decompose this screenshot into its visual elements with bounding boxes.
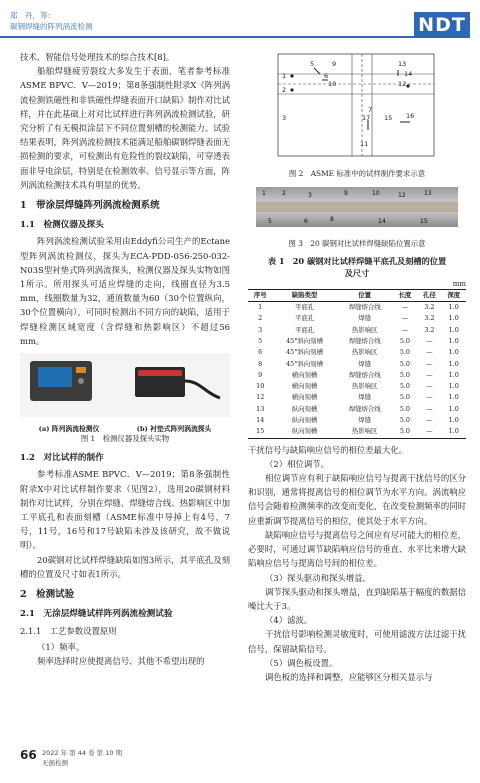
table-cell: 1.0 — [448, 325, 459, 334]
page-footer — [20, 744, 460, 772]
paragraph: 调节探头驱动和探头增益，直到缺陷基于幅度的数据信噪比大于3。 — [248, 586, 466, 611]
list-item: （3）探头驱动和探头增益。 — [265, 572, 371, 583]
running-head-title: 碳钢焊缝的阵列涡流检测 — [10, 22, 93, 31]
table-row — [248, 415, 466, 426]
table-cell: 1.0 — [448, 337, 459, 345]
figure-1b-label: (b) 衬垫式阵列涡流探头 — [136, 425, 212, 434]
table-cell: 焊缝熔合线 — [348, 404, 381, 413]
figure-2-caption: 图 2 ASME 标准中的试样制作要求示意 — [288, 169, 426, 179]
figure-2-defect-label: 13 — [398, 60, 407, 68]
table-cell: 焊缝 — [358, 393, 372, 402]
table-cell: 1.0 — [448, 382, 459, 391]
table-header-cell: 位置 — [358, 290, 372, 299]
table-cell: 12 — [256, 393, 265, 402]
section-heading: 2 检测试验 — [20, 589, 75, 601]
figure-3-defect-label: 8 — [330, 216, 334, 224]
figure-3-defect-label: 10 — [372, 190, 380, 198]
figure-2-defect-label: 17 — [362, 114, 371, 122]
figure-2-defect-label: 12 — [398, 80, 407, 88]
journal-logo: NDT — [414, 12, 470, 38]
table-cell: — — [426, 427, 433, 436]
table-cell: 1.0 — [448, 404, 459, 413]
table-cell: 13 — [256, 404, 265, 413]
running-head-authors: 郑 丹，等： — [10, 11, 55, 20]
figure-1-photos — [20, 353, 230, 417]
table-cell: 3 — [258, 325, 263, 334]
paragraph: 调色板的选择和调整，应能够区分相关显示与 — [265, 671, 433, 682]
figure-3-defect-label: 3 — [308, 192, 312, 200]
header-rule — [0, 36, 430, 38]
paragraph: 干扰信号与缺陷响应信号的相位差最大化。 — [248, 444, 408, 455]
table-cell: 1.0 — [448, 348, 459, 357]
table-cell: — — [401, 303, 409, 312]
table-row — [248, 426, 466, 438]
table-cell: 焊缝熔合线 — [348, 370, 381, 379]
table-row — [248, 302, 466, 314]
table-header-cell: 长度 — [398, 290, 412, 299]
table-cell: 14 — [256, 416, 265, 425]
table-row — [248, 347, 466, 358]
table-cell: 5 — [258, 337, 263, 345]
figure-3-defect-label: 15 — [420, 218, 428, 226]
subsection-heading: 1.1 检测仪器及探头 — [20, 220, 104, 231]
table-row — [248, 336, 466, 347]
page-number: 66 — [20, 748, 37, 762]
table-cell: — — [401, 314, 409, 323]
table-cell: 平底孔 — [294, 325, 315, 334]
page-header — [0, 0, 480, 44]
table-cell: 1.0 — [448, 359, 459, 368]
paragraph: 频率选择时应使提离信号、其他不希望出现的 — [37, 655, 205, 666]
table-cell: 8 — [258, 359, 263, 368]
figure-2-defect-label: 2 — [282, 86, 287, 94]
figure-2-defect-label: 15 — [384, 114, 393, 122]
table-cell: 纵向刻槽 — [291, 416, 318, 425]
table-cell: 5.0 — [399, 416, 410, 425]
figure-3-defect-label: 5 — [268, 218, 272, 226]
figure-2-defect-label: 14 — [404, 70, 413, 78]
table-header-cell: 缺陷类型 — [291, 290, 318, 299]
table-cell: 平底孔 — [294, 314, 315, 323]
table-cell: 平底孔 — [294, 303, 315, 312]
table-cell: — — [426, 404, 433, 413]
figure-1a-label: (a) 阵列涡流检测仪 — [38, 425, 100, 434]
figure-2-defect-label: 16 — [406, 112, 415, 120]
table-cell: — — [426, 393, 433, 402]
table-cell: — — [426, 337, 433, 345]
figure-2-diagram — [248, 50, 466, 160]
table-cell: 热影响区 — [351, 348, 378, 357]
table-cell: — — [426, 370, 433, 379]
table-cell: 1 — [258, 303, 263, 312]
right-column — [248, 50, 466, 684]
paragraph: 20碳钢对比试样焊缝缺陷如图3所示，其平底孔及刻槽的位置及尺寸如表1所示。 — [20, 554, 230, 579]
journal-name: 无损检测 — [42, 759, 68, 767]
table-cell: 10 — [256, 382, 265, 391]
table-cell: 45°斜向刻槽 — [286, 337, 323, 345]
subsection-heading: 2.1 无涂层焊缝试样阵列涡流检测试验 — [20, 609, 173, 620]
figure-1 — [20, 353, 230, 434]
paragraph: 船舶焊缝疲劳裂纹大多发生于表面，笔者参考标准ASME BPVC．V—2019；第8条强制性附录X《阵列涡流检测铁磁性和非铁磁性焊缝表面开口缺陷》制作对比试样，并在此基础上对对比试样进行阵列涡流检测试验，研究分析了有无模拟涂层下不同位置刻槽的检测能力。试验结果表明，阵列涡流检测技术能满足船舶碳钢焊缝表面无损检测的要求，可检测出有危险性的裂纹缺陷，可穿透表面非导电涂层，特别是在检测效率、信号显示等方面，阵列涡流检测技术具有明显的优势。 — [20, 66, 230, 190]
table-row — [248, 325, 466, 336]
table-cell: 5.0 — [399, 359, 410, 368]
footer-info — [42, 748, 122, 768]
section-heading: 1 带涂层焊缝阵列涡流检测系统 — [20, 200, 160, 212]
table-cell: 45°斜向刻槽 — [286, 348, 323, 357]
figure-3-defect-label: 13 — [424, 190, 432, 198]
table-cell: 1.0 — [448, 393, 459, 402]
table-cell: 9 — [258, 370, 263, 379]
table-row — [248, 370, 466, 381]
table-cell: — — [426, 416, 433, 425]
table-cell: 1.0 — [448, 303, 459, 312]
table-cell: 纵向刻槽 — [291, 427, 318, 436]
defect-table — [248, 289, 466, 439]
list-item: （1）频率。 — [37, 641, 85, 652]
subsection-heading: 1.2 对比试样的制作 — [20, 453, 104, 464]
table-cell: 5.0 — [399, 337, 410, 345]
paragraph: 相位调节应有利于缺陷响应信号与提离干扰信号的区分和识别，通常将提离信号的相位调节为水平方向。涡流响应信号会随着检测频率的改变而变化，在改变检测频率的同时应重新调节提离信号的相位，使其处于水平方向。 — [248, 473, 466, 526]
table-header-cell: 深度 — [447, 290, 461, 299]
paragraph: 缺陷响应信号与提离信号之间应有尽可能大的相位差，必要时，可通过调节缺陷响应信号的垂直、水平比来增大缺陷响应信号与提离信号间的相位差。 — [248, 529, 466, 569]
table-cell: — — [401, 325, 409, 334]
table-row — [248, 404, 466, 415]
figure-3-defect-label: 14 — [378, 218, 386, 226]
table-cell: 15 — [256, 427, 265, 436]
figure-2-defect-label: 10 — [328, 80, 337, 88]
running-head — [10, 10, 93, 32]
table-cell: 5.0 — [399, 348, 410, 357]
figure-2-defect-label: 5 — [310, 60, 315, 68]
figure-3-defect-label: 9 — [344, 190, 348, 198]
table-cell: 焊缝熔合线 — [348, 303, 381, 312]
table-cell: 2 — [258, 314, 263, 323]
figure-3-caption: 图 3 20 碳钢对比试样焊缝缺陷位置示意 — [288, 238, 426, 248]
figure-2-defect-label: 6 — [324, 72, 329, 80]
issue-info: 2022 年 第 44 卷 第 10 期 — [42, 749, 123, 757]
paragraph: 阵列涡流检测试验采用由Eddyfi公司生产的Ectane型阵列涡流检测仪，探头为ECA-PDD-056-250-032-N03S型衬垫式阵列涡流探头，检测仪器及探头实物如图1所示。所用探头可适应焊缝的走向，线圈直径为3.5 mm，线圈数量为32，通道数量为60（30个位置纵向，30个位置横向），可同时检测出不同方向的缺陷，适用于焊缝检测区域宽度（含焊缝和热影响区）不超过56 mm。 — [20, 236, 230, 346]
table-cell: 焊缝 — [358, 416, 372, 425]
table-cell: 焊缝熔合线 — [348, 337, 381, 345]
table-cell: 5.0 — [399, 393, 410, 402]
table-cell: 1.0 — [448, 314, 459, 323]
table-header-cell: 序号 — [253, 290, 267, 299]
figure-2-defect-label: 9 — [332, 60, 337, 68]
table-cell: 横向刻槽 — [291, 370, 318, 379]
table-cell: 3.2 — [424, 303, 435, 312]
table-cell: 5.0 — [399, 370, 410, 379]
paragraph: 技术、智能信号处理技术的综合技术[8]。 — [20, 52, 175, 62]
table-cell: 45°斜向刻槽 — [286, 359, 323, 368]
table-cell: 热影响区 — [351, 325, 378, 334]
table-cell: 1.0 — [448, 416, 459, 425]
paragraph: 参考标准ASME BPVC．V—2019；第8条强制性附录X中对比试样制作要求（见图2），选用20碳钢材料制作对比试样，分别在焊缝、焊缝熔合线、热影响区中加工平底孔和表面刻槽（ASME标准中导掉上有4号，7号，11号，16号和17号缺陷未涉及该研究，故不做说明）。 — [20, 469, 230, 551]
table-cell: 5.0 — [399, 382, 410, 391]
table-cell: 横向刻槽 — [291, 393, 318, 402]
table-cell: — — [426, 359, 433, 368]
figure-3-photo — [248, 185, 466, 229]
figure-2-defect-label: 3 — [282, 114, 287, 122]
table-cell: 3.2 — [424, 314, 435, 323]
table-cell: 1.0 — [448, 427, 459, 436]
table-cell: 横向刻槽 — [291, 382, 318, 391]
table-cell: 5.0 — [399, 427, 410, 436]
figure-3-defect-label: 1 — [262, 190, 266, 198]
table-cell: 5.0 — [399, 404, 410, 413]
table-cell: — — [426, 348, 433, 357]
list-item: （5）调色板设置。 — [265, 657, 338, 668]
table-cell: 热影响区 — [351, 382, 378, 391]
table-title: 表 1 20 碳钢对比试样焊缝平底孔及刻槽的位置及尺寸 — [267, 255, 447, 278]
figure-2 — [248, 50, 466, 164]
figure-3-defect-label: 12 — [398, 192, 406, 200]
figure-2-defect-label: 1 — [282, 72, 287, 80]
paragraph: 干扰信号影响检测灵敏度时，可使用滤波方法过滤干扰信号，保留缺陷信号。 — [248, 629, 466, 654]
figure-3 — [248, 185, 466, 233]
table-cell: 纵向刻槽 — [291, 404, 318, 413]
figure-2-defect-label: 11 — [360, 140, 369, 148]
table-cell: 6 — [258, 348, 263, 357]
table-cell: — — [426, 382, 433, 391]
table-cell: 焊缝 — [358, 359, 372, 368]
figure-2-defect-label: 7 — [368, 106, 373, 114]
table-row — [248, 313, 466, 324]
table-cell: 热影响区 — [351, 427, 378, 436]
table-unit: mm — [452, 279, 466, 288]
figure-3-defect-label: 2 — [282, 190, 286, 198]
table-header-cell: 孔径 — [422, 290, 436, 299]
table-row — [248, 359, 466, 370]
subsubsection-heading: 2.1.1 工艺参数设置原则 — [20, 625, 117, 636]
left-column — [20, 50, 230, 668]
list-item: （4）滤波。 — [265, 615, 313, 626]
table-cell: 焊缝 — [358, 314, 372, 323]
list-item: （2）相位调节。 — [265, 458, 329, 469]
figure-3-defect-label: 6 — [304, 218, 308, 226]
table-row — [248, 381, 466, 392]
table-cell: 1.0 — [448, 370, 459, 379]
table-cell: 3.2 — [424, 325, 435, 334]
figure-1-caption: 图 1 检测仪器及探头实物 — [80, 434, 170, 444]
table-row — [248, 392, 466, 403]
